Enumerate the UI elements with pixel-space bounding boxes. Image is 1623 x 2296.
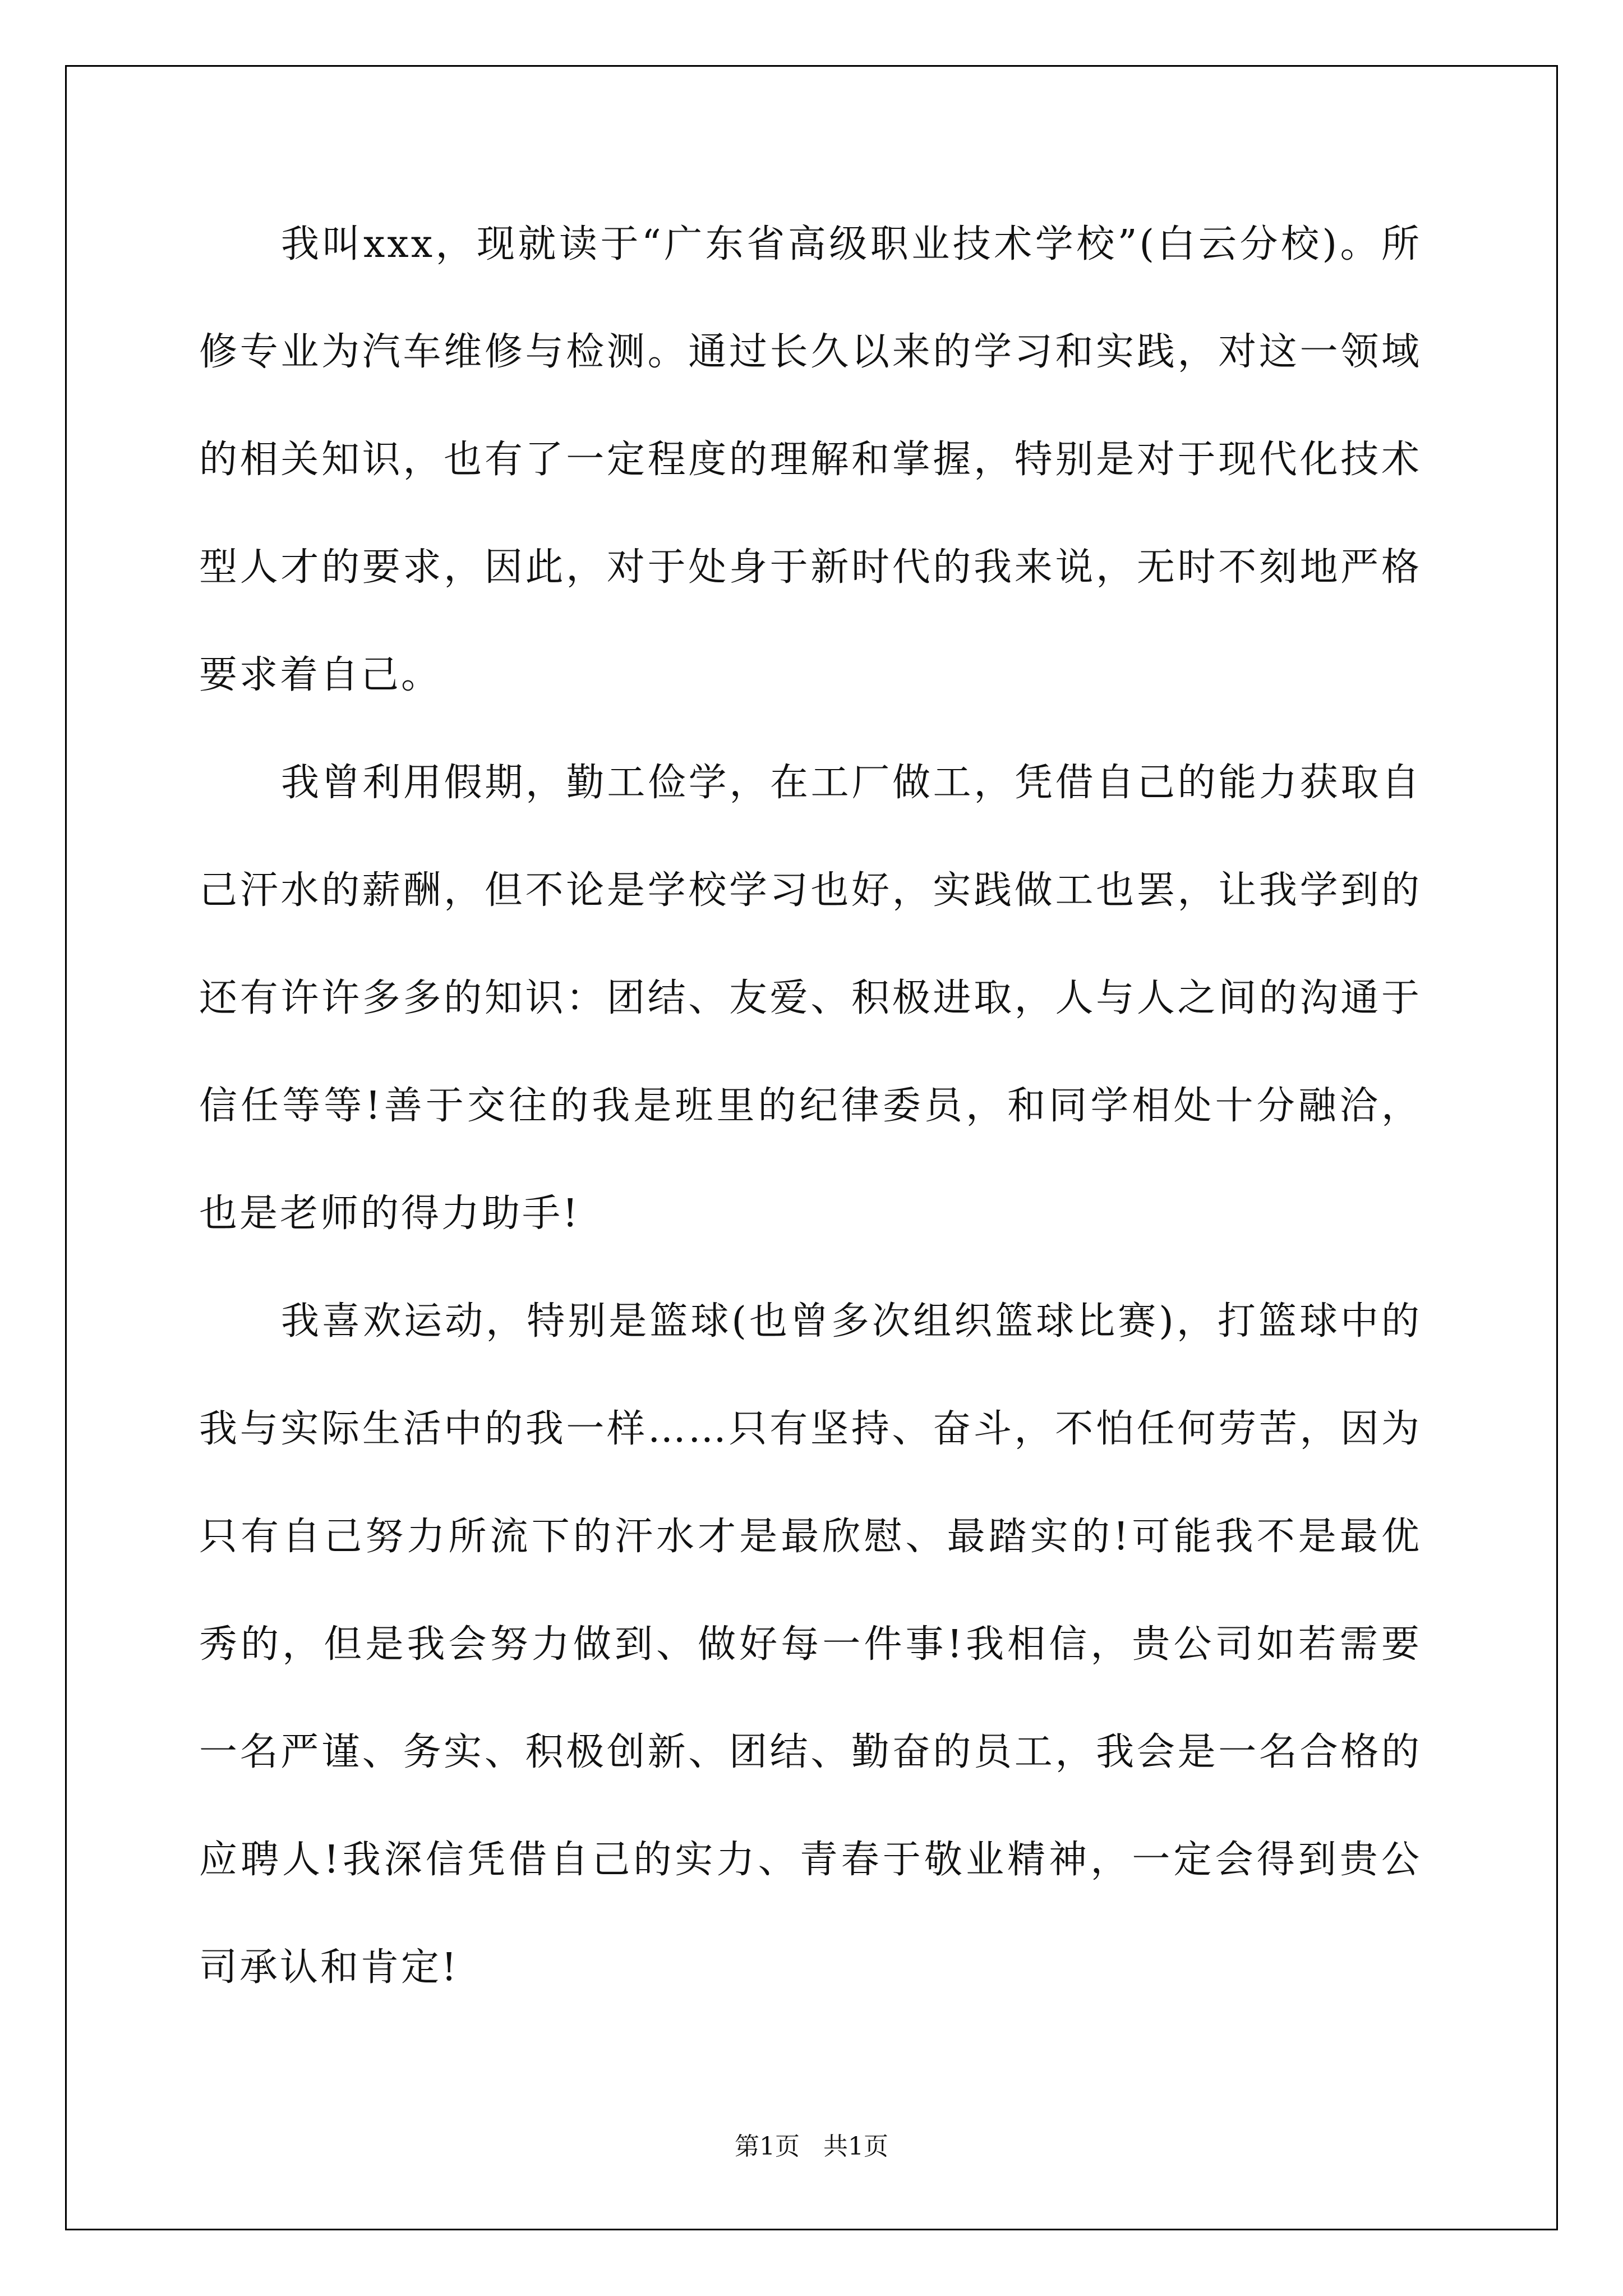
paragraph-1: 我叫xxx，现就读于“广东省高级职业技术学校”(白云分校)。所修专业为汽车维修与检测。通过长久以来的学习和实践，对这一领域的相关知识，也有了一定程度的理解和掌握，特别是对于现代化技术型人才的要求，因此，对于处身于新时代的我来说，无时不刻地严格要求着自己。	[199, 222, 1422, 697]
paragraph-2: 我曾利用假期，勤工俭学，在工厂做工，凭借自己的能力获取自己汗水的薪酬，但不论是学校学习也好，实践做工也罢，让我学到的还有许许多多的知识：团结、友爱、积极进取，人与人之间的沟通于信任等等!善于交往的我是班里的纪律委员，和同学相处十分融洽，也是老师的得力助手!	[199, 761, 1422, 1236]
document-body	[199, 191, 1422, 2022]
paragraph-3: 我喜欢运动，特别是篮球(也曾多次组织篮球比赛)，打篮球中的我与实际生活中的我一样……只有坚持、奋斗，不怕任何劳苦，因为只有自己努力所流下的汗水才是最欣慰、最踏实的!可能我不是最优秀的，但是我会努力做到、做好每一件事!我相信，贵公司如若需要一名严谨、务实、积极创新、团结、勤奋的员工，我会是一名合格的应聘人!我深信凭借自己的实力、青春于敬业精神，一定会得到贵公司承认和肯定!	[199, 1299, 1422, 1990]
page-number-footer: 第1页 共1页	[735, 2132, 888, 2161]
